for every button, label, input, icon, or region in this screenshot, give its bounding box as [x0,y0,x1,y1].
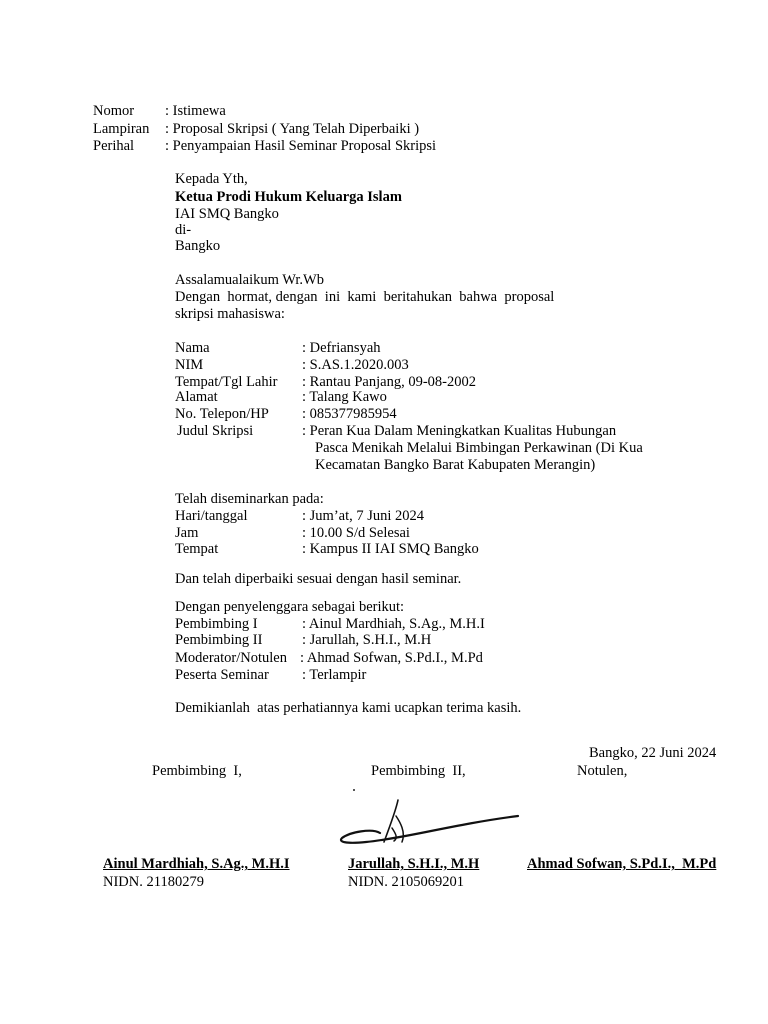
seminar-value-jam: : 10.00 S/d Selesai [302,525,410,541]
opening-salam: Assalamualaikum Wr.Wb [175,272,324,288]
student-title-cont-2: Kecamatan Bangko Barat Kabupaten Merangin) [315,457,596,473]
student-label-judul: Judul Skripsi [177,423,254,439]
organizer-label-peserta: Peserta Seminar [175,667,269,683]
student-value-telepon: : 085377985954 [302,406,397,422]
student-value-ttl: : Rantau Panjang, 09-08-2002 [302,374,476,390]
student-label-alamat: Alamat [175,389,218,405]
signature-role-pembimbing-2: Pembimbing II, [371,763,466,779]
recipient-institution: IAI SMQ Bangko [175,206,279,222]
organizer-label-moderator: Moderator/Notulen [175,650,287,666]
signature-nidn-pembimbing-1: NIDN. 21180279 [103,874,204,890]
recipient-city: Bangko [175,238,221,254]
seminar-label-hari: Hari/tanggal [175,508,248,524]
opening-line-1: Dengan hormat, dengan ini kami beritahukan bahwa proposal [175,289,555,305]
opening-line-2: skripsi mahasiswa: [175,306,285,322]
organizer-value-moderator: : Ahmad Sofwan, S.Pd.I., M.Pd [300,650,483,666]
header-value-nomor: : Istimewa [165,103,226,119]
header-label-nomor: Nomor [93,103,135,119]
organizer-label-pembimbing-2: Pembimbing II [175,632,263,648]
handwritten-signature [336,786,526,856]
signature-nidn-pembimbing-2: NIDN. 2105069201 [348,874,464,890]
student-value-nama: : Defriansyah [302,340,381,356]
student-value-nim: : S.AS.1.2020.003 [302,357,409,373]
student-label-ttl: Tempat/Tgl Lahir [175,374,278,390]
recipient-di: di- [175,222,192,238]
recipient-name: Ketua Prodi Hukum Keluarga Islam [175,189,402,205]
student-value-alamat: : Talang Kawo [302,389,387,405]
header-label-perihal: Perihal [93,138,135,154]
student-value-judul: : Peran Kua Dalam Meningkatkan Kualitas Hubungan [302,423,617,439]
organizers-intro: Dengan penyelenggara sebagai berikut: [175,599,405,615]
student-label-telepon: No. Telepon/HP [175,406,269,422]
seminar-value-tempat: : Kampus II IAI SMQ Bangko [302,541,479,557]
recipient-greeting: Kepada Yth, [175,171,248,187]
seminar-value-hari: : Jum’at, 7 Juni 2024 [302,508,425,524]
header-value-lampiran: : Proposal Skripsi ( Yang Telah Diperbaiki ) [165,121,420,137]
header-label-lampiran: Lampiran [93,121,150,137]
seminar-revised-note: Dan telah diperbaiki sesuai dengan hasil seminar. [175,571,462,587]
signature-name-pembimbing-1: Ainul Mardhiah, S.Ag., M.H.I [103,856,290,872]
student-label-nama: Nama [175,340,210,356]
organizer-value-peserta: : Terlampir [302,667,367,683]
seminar-label-tempat: Tempat [175,541,219,557]
seminar-label-jam: Jam [175,525,199,541]
header-value-perihal: : Penyampaian Hasil Seminar Proposal Skripsi [165,138,437,154]
signature-name-notulen: Ahmad Sofwan, S.Pd.I., M.Pd [527,856,717,872]
organizer-value-pembimbing-1: : Ainul Mardhiah, S.Ag., M.H.I [302,616,485,632]
student-label-nim: NIM [175,357,204,373]
closing-text: Demikianlah atas perhatiannya kami ucapkan terima kasih. [175,700,522,716]
organizer-value-pembimbing-2: : Jarullah, S.H.I., M.H [302,632,432,648]
signature-role-notulen: Notulen, [577,763,628,779]
place-date: Bangko, 22 Juni 2024 [589,745,717,761]
signature-name-pembimbing-2: Jarullah, S.H.I., M.H [348,856,480,872]
seminar-intro: Telah diseminarkan pada: [175,491,324,507]
organizer-label-pembimbing-1: Pembimbing I [175,616,258,632]
signature-role-pembimbing-1: Pembimbing I, [152,763,242,779]
student-title-cont-1: Pasca Menikah Melalui Bimbingan Perkawinan (Di Kua [315,440,643,456]
